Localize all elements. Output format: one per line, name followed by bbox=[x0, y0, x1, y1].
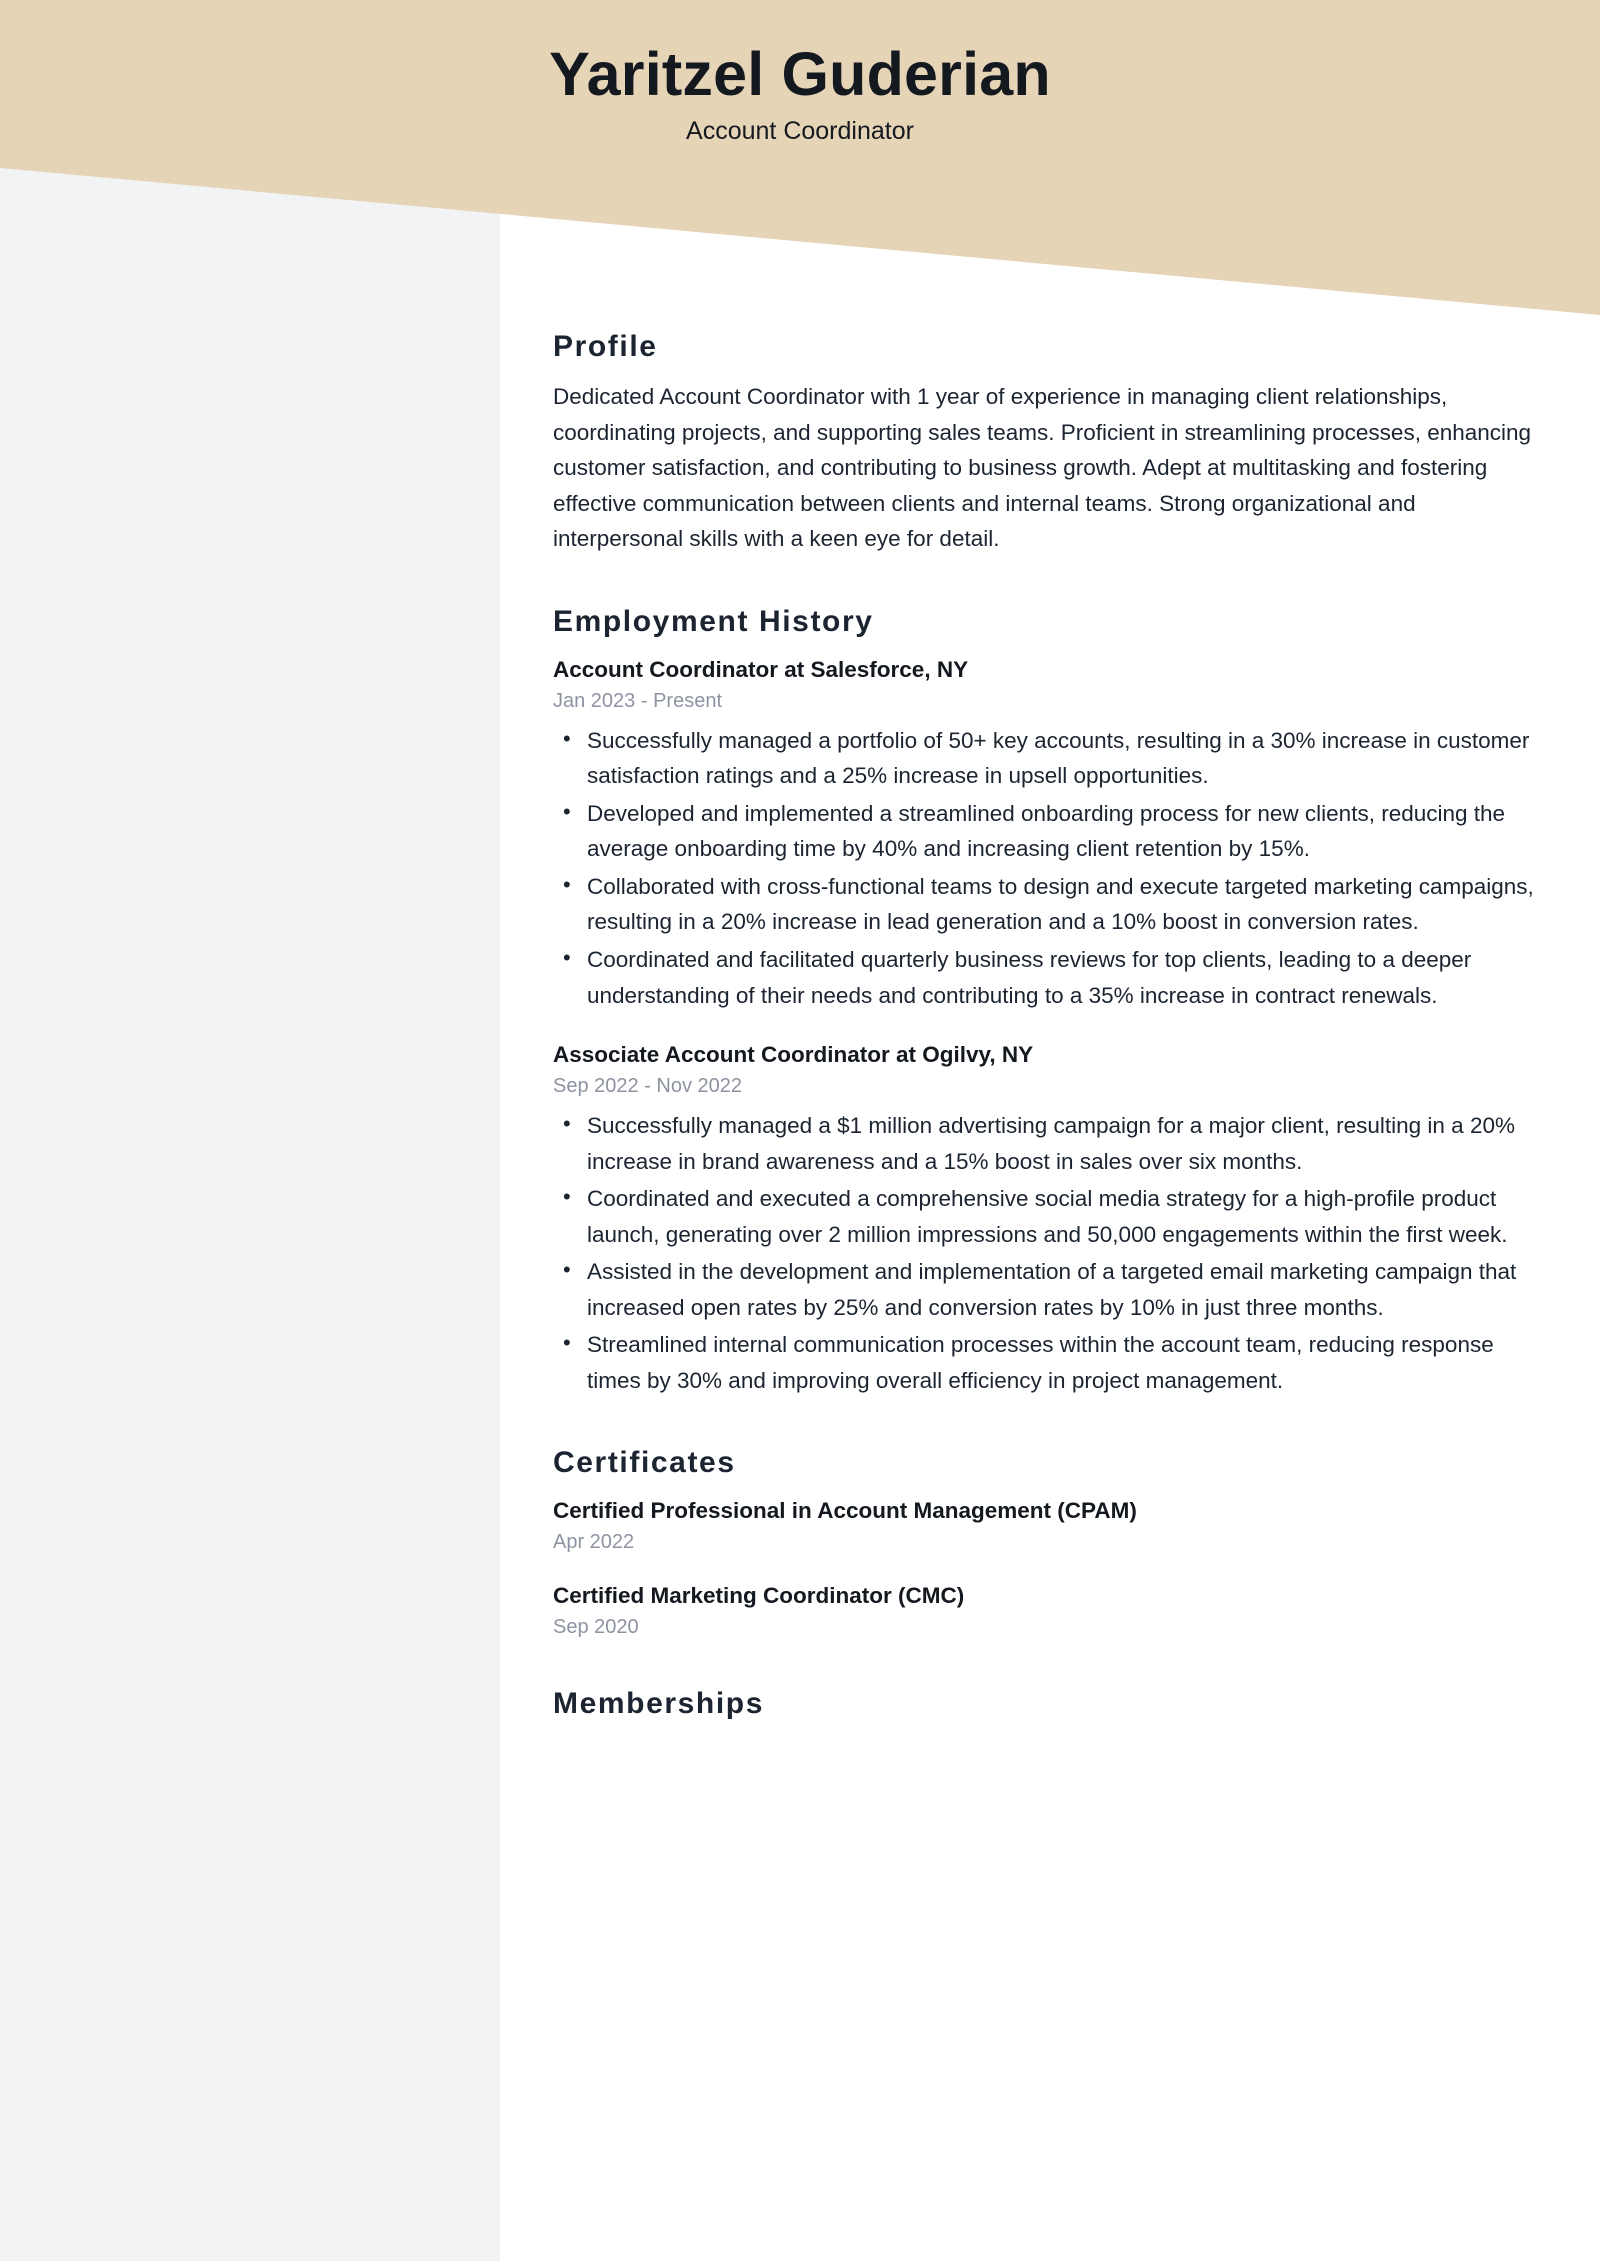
header-text-group bbox=[0, 0, 1600, 200]
employment-title: Account Coordinator at Salesforce, NY bbox=[553, 656, 969, 682]
certificate-date: Sep 2020 bbox=[553, 1616, 639, 1639]
main-content bbox=[553, 330, 1543, 1769]
candidate-name: Yaritzel Guderian bbox=[549, 40, 1051, 108]
employment-entry bbox=[553, 654, 1543, 1013]
employment-bullet: • Assisted in the development and implementation of a targeted email marketing campaign that increased open rates by 25% and conversion rates by 10% in just three months. bbox=[553, 1254, 1543, 1325]
employment-bullet: • Successfully managed a $1 million advertising campaign for a major client, resulting in a 20% increase in brand awareness and a 15% boost in sales over six months. bbox=[553, 1108, 1543, 1179]
certificate-entry bbox=[553, 1580, 1543, 1639]
candidate-job-title: Account Coordinator bbox=[686, 117, 914, 146]
employment-bullet: • Collaborated with cross-functional teams to design and execute targeted marketing campaigns, resulting in a 20% increase in lead generation and a 10% boost in conversion rates. bbox=[553, 869, 1543, 940]
employment-bullets bbox=[553, 723, 1543, 1013]
employment-bullets bbox=[553, 1108, 1543, 1398]
employment-bullet: • Coordinated and facilitated quarterly business reviews for top clients, leading to a deeper understanding of their needs and contributing to a 35% increase in contract renewals. bbox=[553, 942, 1543, 1013]
certificate-title: Certified Professional in Account Management (CPAM) bbox=[553, 1498, 1137, 1524]
certificate-title: Certified Marketing Coordinator (CMC) bbox=[553, 1583, 965, 1609]
employment-bullet: • Streamlined internal communication processes within the account team, reducing response times by 30% and improving overall efficiency in project management. bbox=[553, 1327, 1543, 1398]
employment-section bbox=[553, 605, 1543, 1399]
certificate-entry bbox=[553, 1495, 1543, 1554]
certificates-section bbox=[553, 1446, 1543, 1639]
employment-bullet: • Coordinated and executed a comprehensive social media strategy for a high-profile product launch, generating over 2 million impressions and 50,000 engagements within the first week. bbox=[553, 1181, 1543, 1252]
employment-dates: Sep 2022 - Nov 2022 bbox=[553, 1074, 743, 1097]
certificates-heading: Certificates bbox=[553, 1446, 736, 1480]
memberships-section bbox=[553, 1687, 1543, 1721]
employment-heading: Employment History bbox=[553, 604, 874, 638]
profile-section bbox=[553, 330, 1543, 557]
profile-heading: Profile bbox=[553, 330, 658, 363]
employment-title: Associate Account Coordinator at Ogilvy, NY bbox=[553, 1042, 1034, 1068]
sidebar-background bbox=[0, 0, 500, 2261]
employment-dates: Jan 2023 - Present bbox=[553, 689, 722, 712]
profile-text: Dedicated Account Coordinator with 1 year of experience in managing client relationships, coordinating projects, and supporting sales teams. Proficient in streamlining processes, enhancing customer satisfaction, and contributing to business growth. Adept at multitasking and fostering effective communication between clients and internal teams. Strong organizational and interpersonal skills with a keen eye for detail. bbox=[553, 384, 1532, 552]
memberships-heading: Memberships bbox=[553, 1687, 764, 1721]
employment-bullet: • Developed and implemented a streamlined onboarding process for new clients, reducing the average onboarding time by 40% and increasing client retention by 15%. bbox=[553, 796, 1543, 867]
employment-bullet: • Successfully managed a portfolio of 50+ key accounts, resulting in a 30% increase in customer satisfaction ratings and a 25% increase in upsell opportunities. bbox=[553, 723, 1543, 794]
employment-entry bbox=[553, 1039, 1543, 1398]
certificate-date: Apr 2022 bbox=[553, 1531, 635, 1554]
